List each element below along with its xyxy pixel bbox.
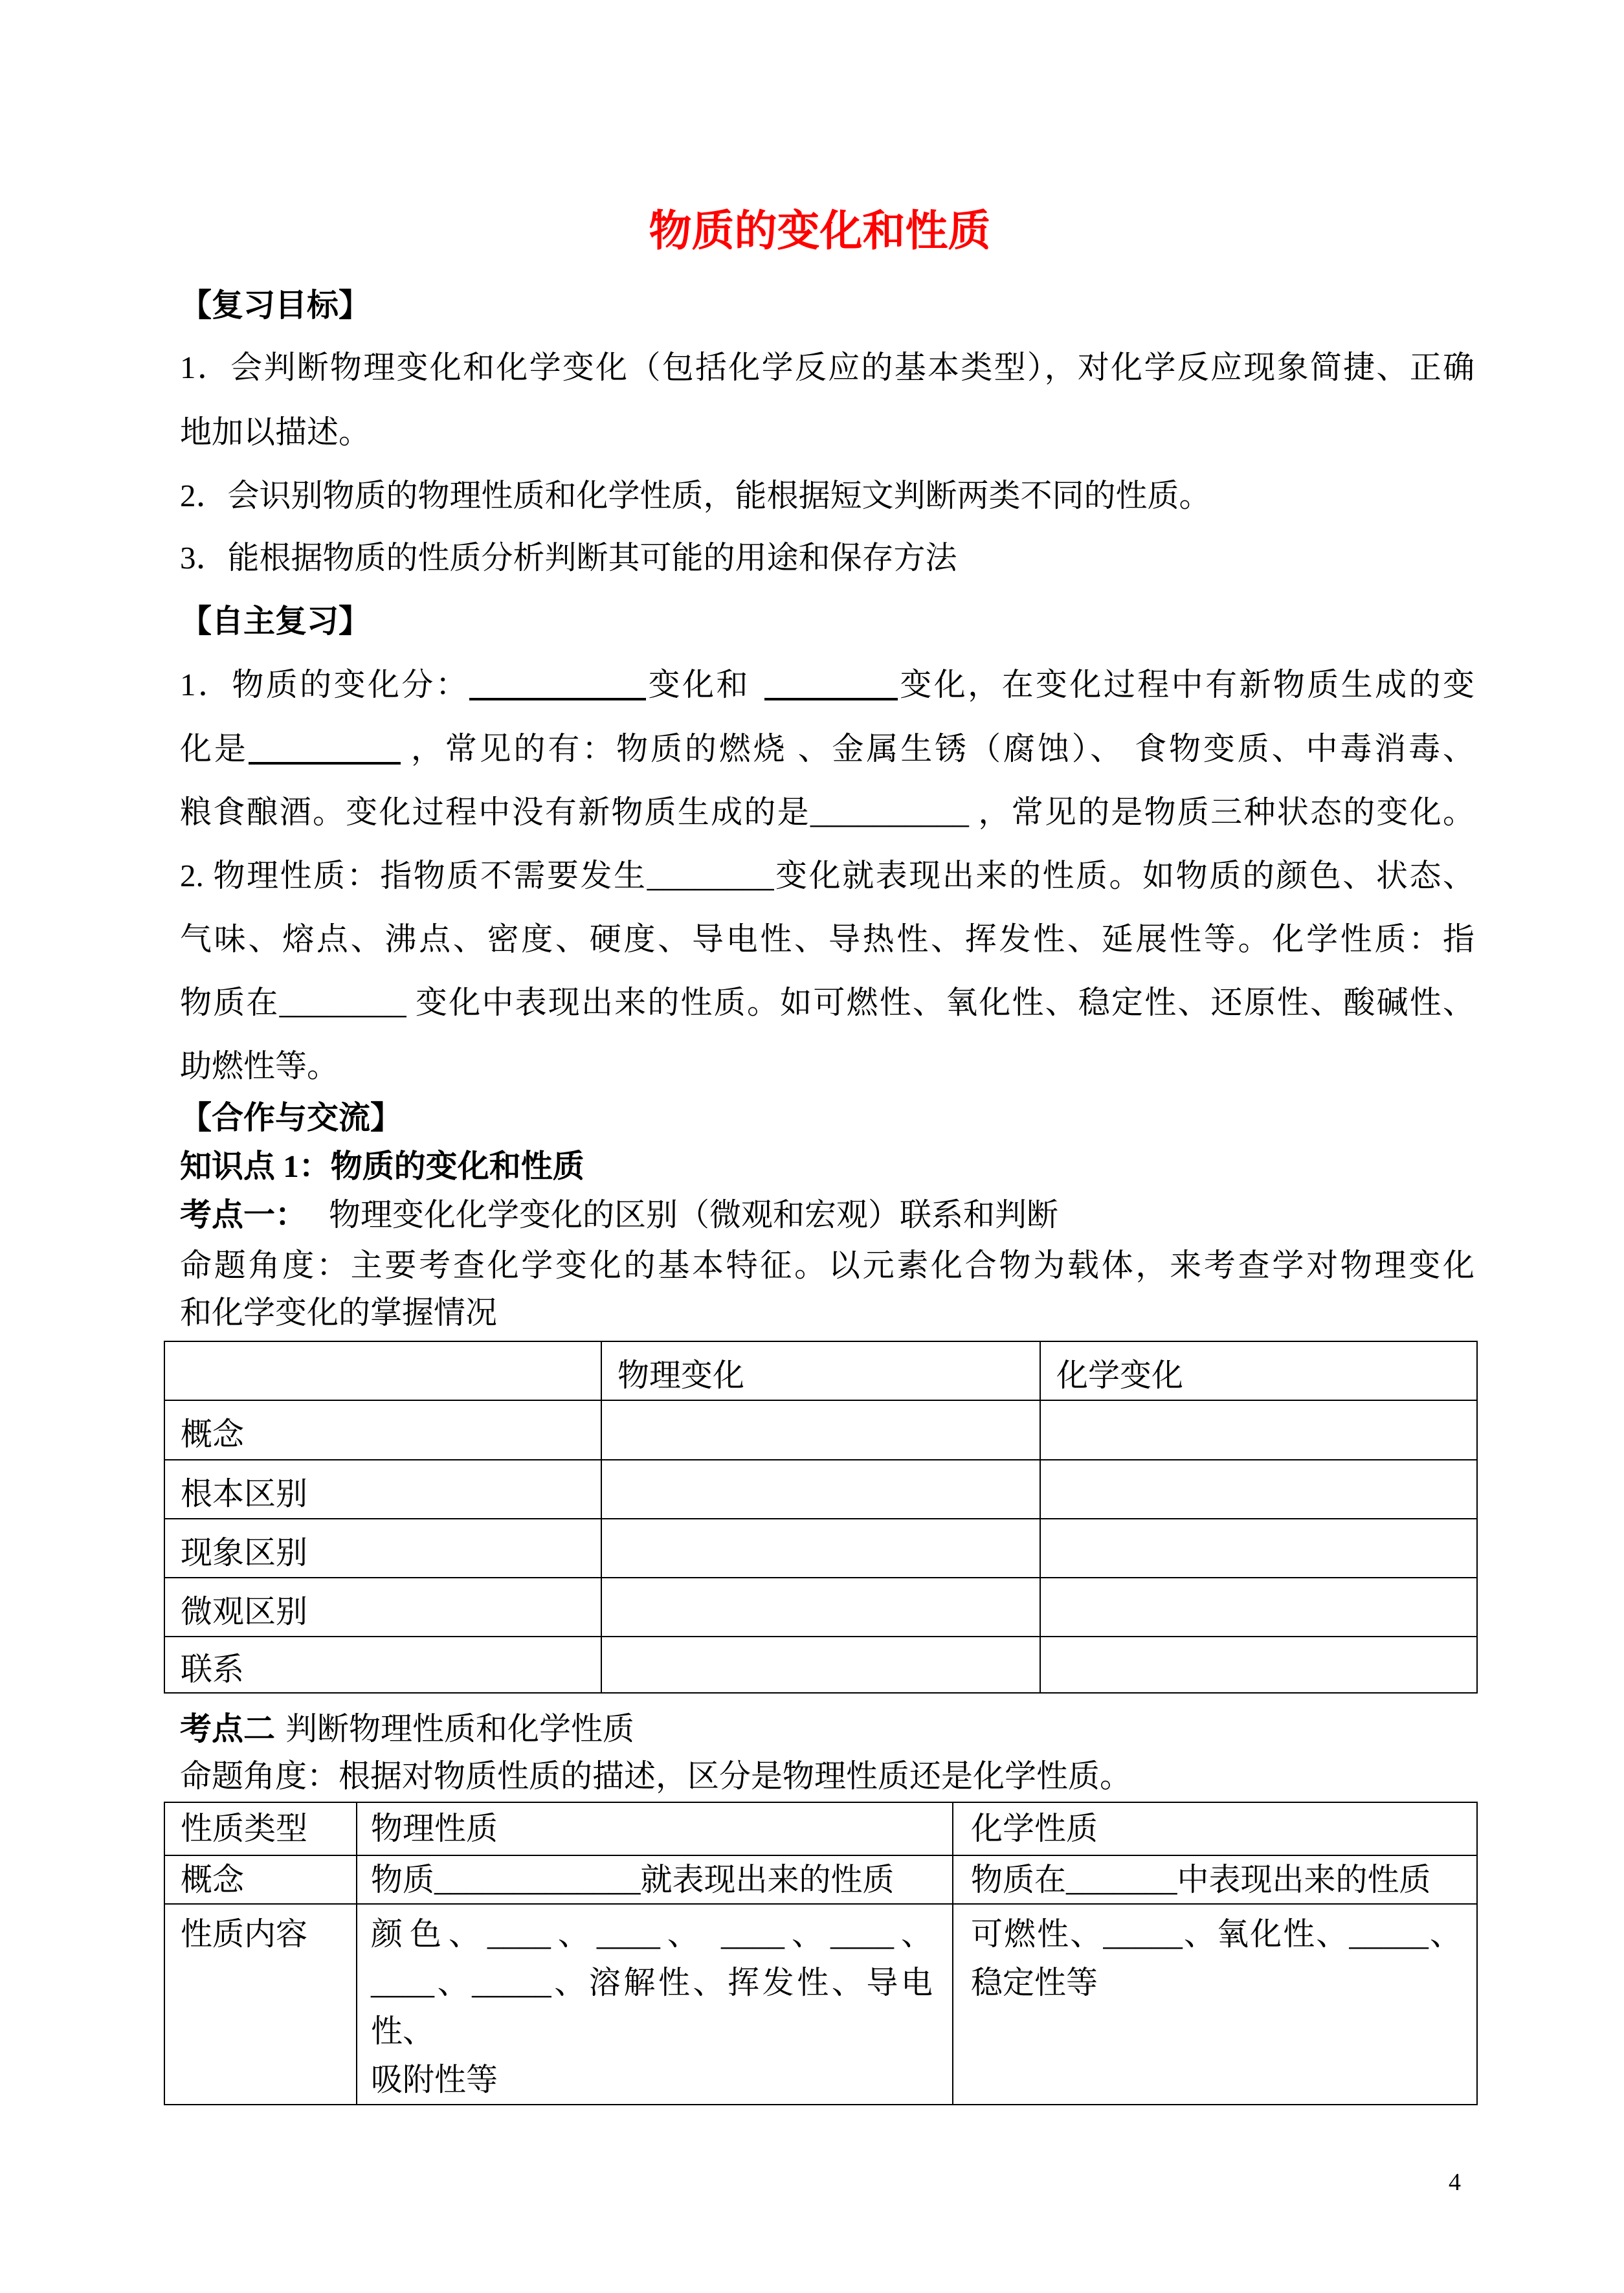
self-review-text: ，常见的有：物质的燃烧 、金属生锈（腐蚀）、 食物变质、中毒消毒、 — [400, 731, 1474, 766]
self-review-text: 1．物质的变化分： — [180, 667, 470, 702]
self-review-text: 变化和 — [646, 667, 750, 702]
empty-answer-cell — [1040, 1519, 1477, 1578]
page-number: 4 — [1449, 2169, 1461, 2196]
table-row — [164, 1578, 1477, 1637]
empty-answer-cell — [601, 1578, 1040, 1637]
answer-blank — [469, 672, 646, 700]
self-review-line: 粮食酿酒。变化过程中没有新物质生成的是__________ ，常见的是物质三种状态的变化。 — [180, 794, 1474, 830]
table-header-cell: 物理性质 — [357, 1802, 953, 1855]
page-title: 物质的变化和性质 — [649, 208, 991, 255]
table-header-cell: 化学变化 — [1040, 1341, 1477, 1400]
empty-answer-cell — [1040, 1578, 1477, 1637]
exam-point-label: 考点二 — [180, 1711, 276, 1747]
empty-answer-cell — [601, 1519, 1040, 1578]
exam-point-label: 考点一： — [180, 1197, 307, 1233]
chemical-content-cell — [953, 1904, 1477, 2105]
self-review-line — [180, 731, 1474, 767]
table-row — [164, 1855, 1477, 1904]
table-header-row — [164, 1341, 1477, 1400]
table-corner-cell — [164, 1341, 601, 1400]
row-label-cell: 联系 — [164, 1637, 601, 1693]
row-label-cell: 概念 — [164, 1855, 357, 1904]
table-row — [164, 1519, 1477, 1578]
question-angle-line: 命题角度：主要考查化学变化的基本特征。以元素化合物为载体，来考查学对物理变化 — [180, 1247, 1474, 1283]
self-review-line: 2. 物理性质：指物质不需要发生________变化就表现出来的性质。如物质的颜色、状态、 — [180, 858, 1474, 893]
empty-answer-cell — [601, 1400, 1040, 1460]
physical-concept-cell: 物质_____________就表现出来的性质 — [357, 1855, 953, 1904]
knowledge-point-title: 知识点 1：物质的变化和性质 — [180, 1148, 584, 1184]
cooperation-heading: 【合作与交流】 — [180, 1100, 403, 1135]
row-label-cell: 根本区别 — [164, 1460, 601, 1519]
empty-answer-cell — [1040, 1400, 1477, 1460]
self-review-line: 助燃性等。 — [180, 1048, 339, 1084]
cell-line: 吸附性等 — [371, 2062, 498, 2097]
exam-point-text: 物理变化化学变化的区别（微观和宏观）联系和判断 — [329, 1197, 1059, 1233]
self-review-text: 化是 — [180, 731, 249, 766]
table-row — [164, 1904, 1477, 2105]
cell-line: 稳定性等 — [971, 1965, 1098, 2000]
question-angle-line: 命题角度：根据对物质性质的描述，区分是物理性质还是化学性质。 — [180, 1758, 1132, 1794]
empty-answer-cell — [601, 1637, 1040, 1693]
answer-blank — [764, 672, 898, 700]
row-label-cell: 现象区别 — [164, 1519, 601, 1578]
question-angle-line: 和化学变化的掌握情况 — [180, 1295, 498, 1330]
cell-line: 颜色、____、____、 ____、____、 — [371, 1916, 933, 1952]
row-label-cell: 微观区别 — [164, 1578, 601, 1637]
self-review-text: 变化，在变化过程中有新物质生成的变 — [897, 667, 1474, 702]
change-comparison-table — [164, 1341, 1478, 1694]
cell-line: 可燃性、_____、氧化性、_____、 — [971, 1916, 1462, 1952]
goals-line: 3．能根据物质的性质分析判断其可能的用途和保存方法 — [180, 540, 957, 576]
physical-content-cell — [357, 1904, 953, 2105]
self-review-line: 气味、熔点、沸点、密度、硬度、导电性、导热性、挥发性、延展性等。化学性质：指 — [180, 921, 1474, 957]
empty-answer-cell — [1040, 1637, 1477, 1693]
chemical-concept-cell: 物质在_______中表现出来的性质 — [953, 1855, 1477, 1904]
goals-line: 地加以描述。 — [180, 414, 371, 450]
goals-heading: 【复习目标】 — [180, 287, 371, 323]
cell-line: ____、_____、溶解性、挥发性、导电 — [371, 1965, 933, 2000]
goals-line: 1．会判断物理变化和化学变化（包括化学反应的基本类型），对化学反应现象简捷、正确 — [180, 350, 1474, 385]
cell-line: 性、 — [371, 2013, 435, 2049]
table-row — [164, 1400, 1477, 1460]
self-review-line: 物质在________ 变化中表现出来的性质。如可燃性、氧化性、稳定性、还原性、酸碱性、 — [180, 985, 1474, 1020]
exam-point-two — [180, 1711, 634, 1747]
goals-line: 2．会识别物质的物理性质和化学性质，能根据短文判断两类不同的性质。 — [180, 478, 1211, 513]
exam-point-one — [180, 1197, 1058, 1233]
row-label-cell: 概念 — [164, 1400, 601, 1460]
property-comparison-table — [164, 1802, 1478, 2105]
table-row — [164, 1460, 1477, 1519]
exam-point-text: 判断物理性质和化学性质 — [285, 1711, 635, 1747]
answer-blank — [249, 736, 401, 765]
empty-answer-cell — [601, 1460, 1040, 1519]
row-label-cell: 性质内容 — [164, 1904, 357, 2105]
self-review-line — [180, 667, 1474, 703]
table-header-cell: 化学性质 — [953, 1802, 1477, 1855]
table-header-cell: 物理变化 — [601, 1341, 1040, 1400]
table-row — [164, 1637, 1477, 1693]
empty-answer-cell — [1040, 1460, 1477, 1519]
table-header-row — [164, 1802, 1477, 1855]
self-review-heading: 【自主复习】 — [180, 603, 371, 639]
table-header-cell: 性质类型 — [164, 1802, 357, 1855]
